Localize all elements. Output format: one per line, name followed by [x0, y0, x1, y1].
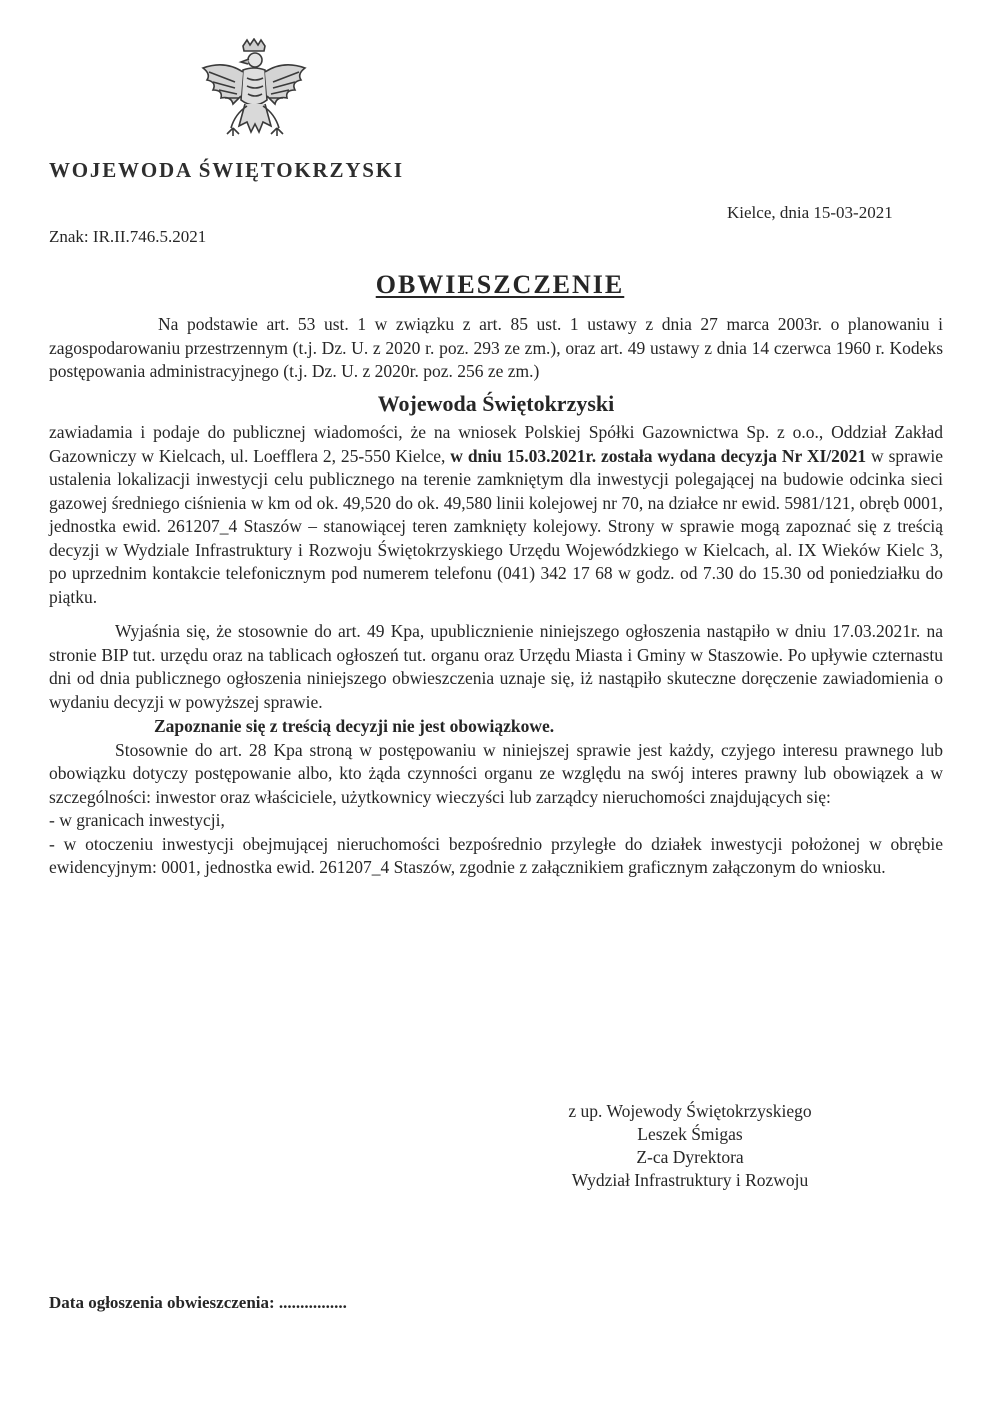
parties-paragraph: Stosownie do art. 28 Kpa stroną w postępowaniu w niniejszej sprawie jest każdy, czyjego interesu prawnego lub obowiązku dotyczy postępowanie albo, kto żąda czynności organu ze względu na swój interes prawny lub obowiązek a w szczególności: inwestor oraz właściciele, użytkownicy wieczyści lub zarządcy nieruchomości znajdujących się:	[49, 739, 943, 807]
list-item: - w granicach inwestycji,	[49, 810, 225, 830]
polish-eagle-emblem	[195, 38, 313, 150]
list-item: - w otoczeniu inwestycji obejmującej nieruchomości bezpośrednio przyległe do działek inwestycji położonej w obrębie ewidencyjnym: 0001, jednostka ewid. 261207_4 Staszów, zgodnie z załącznikiem graficznym załączonym do wniosku.	[49, 833, 943, 877]
document-title	[0, 270, 1000, 300]
signature-block	[490, 1100, 890, 1192]
signature-line: z up. Wojewody Świętokrzyskiego	[568, 1101, 812, 1121]
main-text-part1: zawiadamia i podaje do publicznej wiadomości, że na wniosek Polskiej Spółki Gazownictwa Sp. z o.o., Oddział Zakład Gazowniczy w Kielcach, ul. Loefflera 2, 25-550 Kielce,	[49, 422, 943, 466]
signature-line: Wydział Infrastruktury i Rozwoju	[571, 1170, 809, 1190]
intro-paragraph: Na podstawie art. 53 ust. 1 w związku z art. 85 ust. 1 ustawy z dnia 27 marca 2003r. o planowaniu i zagospodarowaniu przestrzennym (t.j. Dz. U. z 2020 r. poz. 293 ze zm.), oraz art. 49 ustawy z dnia 14 czerwca 1960 r. Kodeks postępowania administracyjnego (t.j. Dz. U. z 2020r. poz. 256 ze zm.)	[49, 314, 943, 381]
main-text-part2: w sprawie ustalenia lokalizacji inwestycji celu publicznego na terenie zamkniętym dla inwestycji polegającej na budowie odcinka sieci gazowej średniego ciśnienia w km od ok. 49,520 do ok. 49,580 linii kolejowej nr 70, na działce nr ewid. 5981/121, obręb 0001, jednostka ewid. 261207_4 Staszów – stanowiącej teren zamknięty kolejowy. Strony w sprawie mogą zapoznać się z treścią decyzji w Wydziale Infrastruktury i Rozwoju Świętokrzyskiego Urzędu Wojewódzkiego w Kielcach, al. IX Wieków Kielc 3, po uprzednim kontakcie telefonicznym pod numerem telefonu (041) 342 17 68 w godz. od 7.30 do 15.30 od poniedziałku do piątku.	[49, 445, 943, 607]
signature-line: Leszek Śmigas	[637, 1124, 743, 1144]
document-title-text: OBWIESZCZENIE	[375, 270, 625, 299]
explanation-paragraph: Wyjaśnia się, że stosownie do art. 49 Kpa, upublicznienie niniejszego ogłoszenia nastąpiło w dniu 17.03.2021r. na stronie BIP tut. urzędu oraz na tablicach ogłoszeń tut. organu oraz Urzędu Miasta i Gminy w Staszowie. Po upływie czternastu dni od dnia publicznego ogłoszenia niniejszego obwieszczenia uznaje się, iż nastąpiło skuteczne doręczenie zawiadomienia o wydaniu decyzji w powyższej sprawie.	[49, 621, 943, 712]
document-body	[49, 313, 943, 880]
announcement-date-field: Data ogłoszenia obwieszczenia: ................	[49, 1293, 347, 1312]
notice-line: Zapoznanie się z treścią decyzji nie jest obowiązkowe.	[154, 716, 555, 736]
issuer-name: WOJEWODA ŚWIĘTOKRZYSKI	[49, 158, 404, 182]
decision-highlight: w dniu 15.03.2021r. została wydana decyzja Nr XI/2021	[450, 445, 867, 466]
signature-line: Z-ca Dyrektora	[636, 1147, 744, 1167]
authority-heading: Wojewoda Świętokrzyski	[377, 390, 615, 416]
reference-number: Znak: IR.II.746.5.2021	[49, 227, 207, 246]
main-paragraph	[49, 421, 943, 609]
place-and-date: Kielce, dnia 15-03-2021	[727, 203, 893, 222]
